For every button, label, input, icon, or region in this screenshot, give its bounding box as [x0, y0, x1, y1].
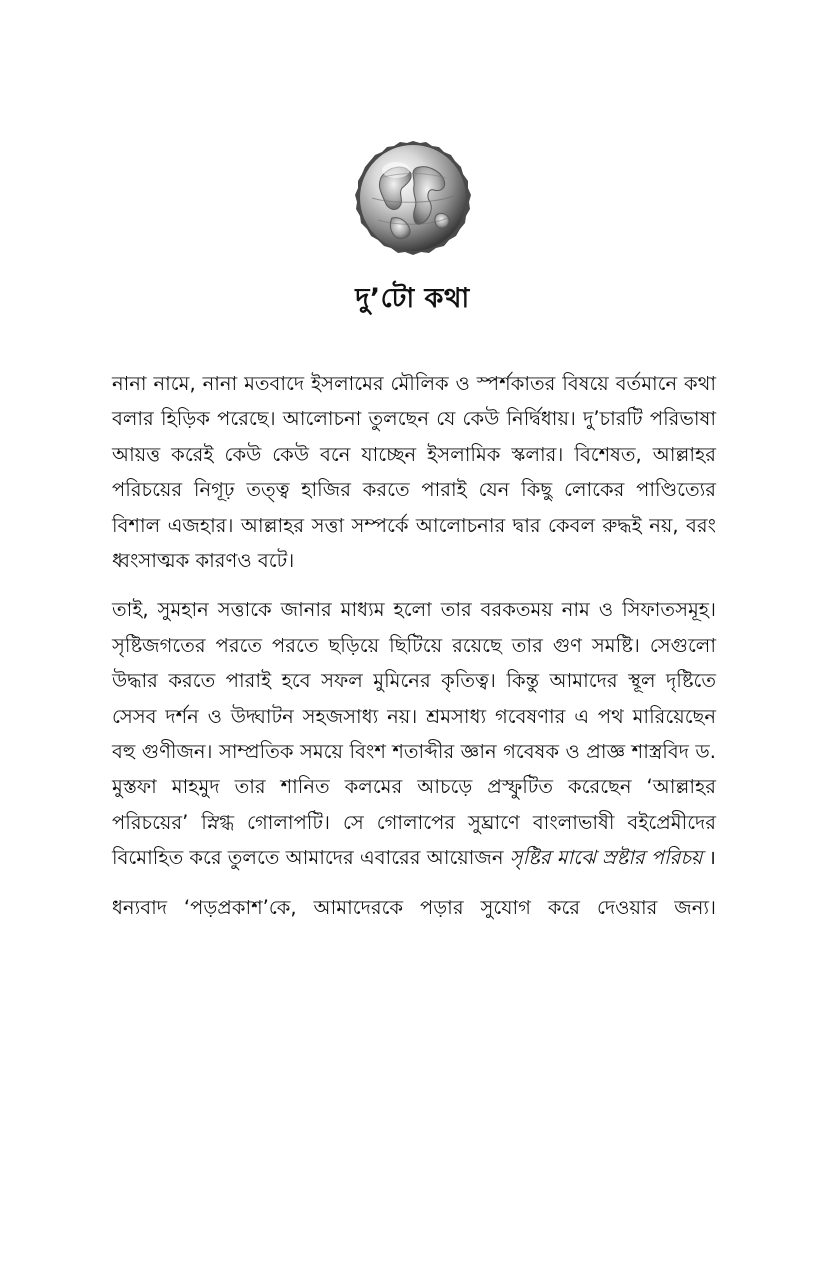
paragraph-1: নানা নামে, নানা মতবাদে ইসলামের মৌলিক ও স্পর্শকাতর বিষয়ে বর্তমানে কথা বলার হিড়িক পরেছে। আলোচনা তুলছেন যে কেউ নির্দ্বিধায়। দু’চারটি পরিভাষা আয়ত্ত করেই কেউ কেউ বনে যাচ্ছেন ইসলামিক স্কলার। বিশেষত, আল্লাহর পরিচয়ের নিগূঢ় তত্ত্ব হাজির করতে পারাই যেন কিছু লোকের পাণ্ডিত্যের বিশাল এজহার। আল্লাহর সত্তা সম্পর্কে আলোচনার দ্বার কেবল রুদ্ধই নয়, বরং ধ্বংসাত্মক কারণও বটে।	[112, 372, 716, 573]
paragraph-2-text: তাই, সুমহান সত্তাকে জানার মাধ্যম হলো তার বরকতময় নাম ও সিফাতসমূহ। সৃষ্টিজগতের পরতে পরতে ছড়িয়ে ছিটিয়ে রয়েছে তার গুণ সমষ্টি। সেগুলো উদ্ধার করতে পারাই হবে সফল মুমিনের কৃতিত্ব। কিন্তু আমাদের স্থূল দৃষ্টিতে সেসব দর্শন ও উদ্ঘাটন সহজসাধ্য নয়। শ্রমসাধ্য গবেষণার এ পথ মারিয়েছেন বহু গুণীজন। সাম্প্রতিক সময়ে বিংশ শতাব্দীর জ্ঞান গবেষক ও প্রাজ্ঞ শাস্ত্রবিদ ড. মুস্তফা মাহমুদ তার শানিত কলমের আচড়ে প্রস্ফুটিত করেছেন ‘আল্লাহর পরিচয়ের’ স্নিগ্ধ গোলাপটি। সে গোলাপের সুঘ্রাণে বাংলাভাষী বইপ্রেমীদের বিমোহিত করে তুলতে আমাদের এবারের আয়োজন	[112, 598, 716, 870]
paragraph-3: ধন্যবাদ ‘পড়প্রকাশ’কে, আমাদেরকে পড়ার সুযোগ করে দেওয়ার জন্য।	[112, 895, 716, 919]
paragraph-2-end: ।	[702, 846, 716, 870]
page-title: দু’টো কথা	[355, 283, 470, 314]
globe-icon	[352, 138, 474, 260]
paragraph-2	[112, 592, 716, 875]
book-title-italic: সৃষ্টির মাঝে স্রষ্টার পরিচয়	[509, 846, 703, 870]
body-text	[112, 366, 716, 939]
